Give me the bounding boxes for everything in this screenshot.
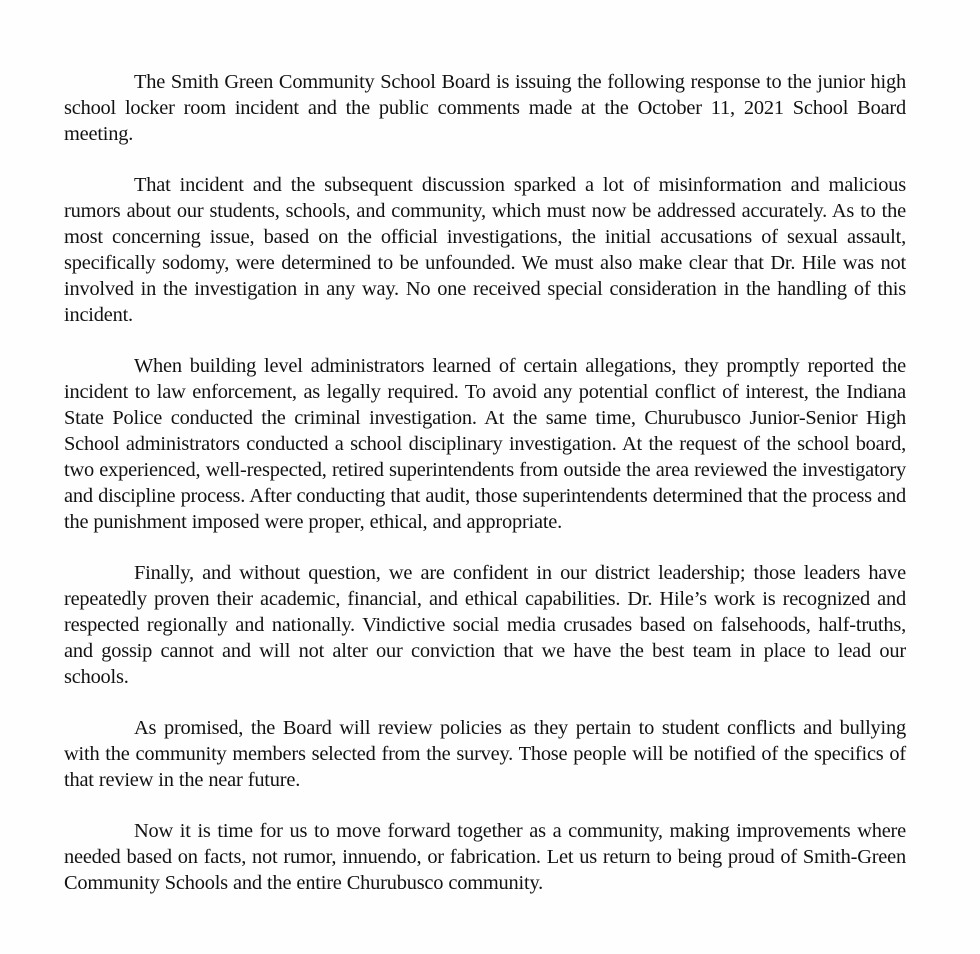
paragraph-2: That incident and the subsequent discussion sparked a lot of misinformation and malicious rumors about our students, schools, and community, which must now be addressed accurately. As to the most concerning issue, based on the official investigations, the initial accusations of sexual assault, specifically sodomy, were determined to be unfounded. We must also make clear that Dr. Hile was not involved in the investigation in any way. No one received special consideration in the handling of this incident.	[64, 174, 906, 326]
paragraph-3: When building level administrators learned of certain allegations, they promptly reported the incident to law enforcement, as legally required. To avoid any potential conflict of interest, the Indiana State Police conducted the criminal investigation. At the same time, Churubusco Junior-Senior High School administrators conducted a school disciplinary investigation. At the request of the school board, two experienced, well-respected, retired superintendents from outside the area reviewed the investigatory and discipline process. After conducting that audit, those superintendents determined that the process and the punishment imposed were proper, ethical, and appropriate.	[64, 355, 906, 533]
paragraph-4: Finally, and without question, we are confident in our district leadership; those leaders have repeatedly proven their academic, financial, and ethical capabilities. Dr. Hile’s work is recognized and respected regionally and nationally. Vindictive social media crusades based on falsehoods, half-truths, and gossip cannot and will not alter our conviction that we have the best team in place to lead our schools.	[64, 562, 906, 688]
paragraph-5: As promised, the Board will review policies as they pertain to student conflicts and bullying with the community members selected from the survey. Those people will be notified of the specifics of that review in the near future.	[64, 717, 906, 791]
paragraph-6: Now it is time for us to move forward together as a community, making improvements where needed based on facts, not rumor, innuendo, or fabrication. Let us return to being proud of Smith-Green Community Schools and the entire Churubusco community.	[64, 820, 906, 895]
paragraph-1: The Smith Green Community School Board is issuing the following response to the junior high school locker room incident and the public comments made at the October 11, 2021 School Board meeting.	[64, 71, 906, 145]
document-text-block	[64, 70, 906, 897]
